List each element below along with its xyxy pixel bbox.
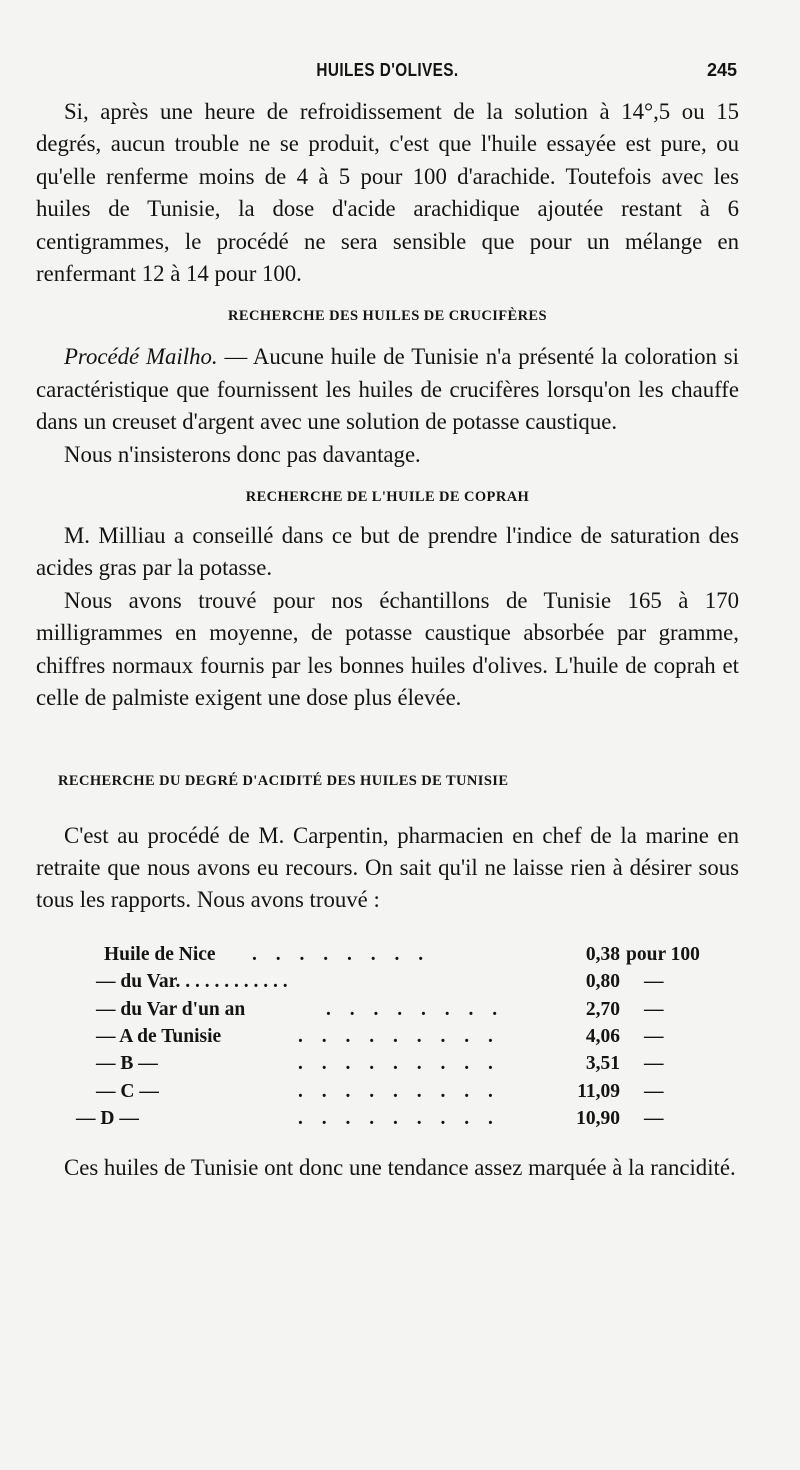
paragraph-saturation-results: Nous avons trouvé pour nos échantillons de Tunisie 165 à 170 milligrammes en moyenne, de potasse caustique absorbée par gramme, chiffres normaux fournis par les bonnes huiles d'olives. L'huile de coprah et celle de palmiste exigent une dose plus élevée. bbox=[36, 587, 739, 711]
acidity-value: 11,09 bbox=[577, 1080, 620, 1102]
ditto-dash: — bbox=[644, 1053, 664, 1075]
running-header bbox=[36, 48, 739, 88]
oil-name: — du Var d'un an bbox=[96, 998, 246, 1020]
acidity-value: 4,06 bbox=[585, 1025, 620, 1047]
table-row bbox=[36, 1105, 739, 1132]
acidity-value: 0,80 bbox=[585, 971, 620, 993]
oil-name: — D — bbox=[76, 1108, 139, 1130]
leader-dots: . . . . . . . . bbox=[326, 998, 505, 1020]
table-row bbox=[36, 1078, 739, 1105]
ditto-dash: — bbox=[644, 1108, 664, 1130]
acidity-value: 2,70 bbox=[585, 998, 620, 1020]
section-heading-acidite: RECHERCHE DU DEGRÉ D'ACIDITÉ DES HUILES DE TUNISIE bbox=[58, 772, 509, 789]
paragraph-milliau: M. Milliau a conseillé dans ce but de prendre l'indice de saturation des acides gras par la potasse. bbox=[36, 523, 739, 581]
oil-name: — C — bbox=[96, 1080, 159, 1102]
paragraph-carpentin: C'est au procédé de M. Carpentin, pharmacien en chef de la marine en retraite que nous avons eu recours. On sait qu'il ne laisse rien à désirer sous tous les rapports. Nous avons trouvé : bbox=[36, 822, 739, 913]
paragraph-arachide-test: Si, après une heure de refroidissement de la solution à 14°,5 ou 15 degrés, aucun trouble ne se produit, c'est que l'huile essayée est pure, ou qu'elle renferme moins de 4 à 5 pour 100 d'arachide. Toutefois avec les huiles de Tunisie, la dose d'acide arachidique ajoutée restant à 6 centigrammes, le procédé ne sera sensible que pour un mélange en renfermant 12 à 14 pour 100. bbox=[36, 99, 739, 287]
section-heading-cruciferes: RECHERCHE DES HUILES DE CRUCIFÈRES bbox=[228, 308, 547, 325]
acidity-value: 10,90 bbox=[576, 1108, 620, 1130]
table-row bbox=[36, 1050, 739, 1077]
ditto-dash: — bbox=[644, 998, 664, 1020]
table-row bbox=[36, 996, 739, 1023]
method-name-mailho: Procédé Mailho. bbox=[64, 344, 218, 370]
table-row bbox=[36, 1023, 739, 1050]
oil-name: — du Var. . . . . . . . . . . . bbox=[96, 971, 288, 993]
ditto-dash: — bbox=[644, 971, 664, 993]
leader-dots: . . . . . . . . . bbox=[298, 1108, 500, 1130]
page-number: 245 bbox=[706, 60, 737, 80]
oil-name: — A de Tunisie bbox=[96, 1025, 222, 1047]
leader-dots: . . . . . . . . bbox=[252, 943, 431, 965]
paragraph-mailho bbox=[36, 341, 739, 438]
leader-dots: . . . . . . . . . bbox=[298, 1025, 500, 1047]
acidity-table bbox=[36, 941, 739, 1133]
book-page bbox=[36, 48, 739, 1185]
leader-dots: . . . . . . . . . bbox=[298, 1053, 500, 1075]
table-row bbox=[36, 941, 739, 968]
running-title: HUILES D'OLIVES. bbox=[316, 60, 459, 80]
ditto-dash: — bbox=[644, 1025, 664, 1047]
leader-dots: . . . . . . . . . bbox=[298, 1080, 500, 1102]
paragraph-mailho-text: — Aucune huile de Tunisie n'a présenté la coloration si caractéristique que fournissent les huiles de crucifères lorsqu'on les chauffe dans un creuset d'argent avec une solution de potasse caustique. bbox=[36, 344, 739, 435]
paragraph-rancidite: Ces huiles de Tunisie ont donc une tendance assez marquée à la rancidité. bbox=[64, 1155, 736, 1181]
paragraph-insist: Nous n'insisterons donc pas davantage. bbox=[64, 441, 421, 467]
table-row bbox=[36, 968, 739, 995]
acidity-unit: pour 100 bbox=[626, 943, 700, 965]
acidity-value: 3,51 bbox=[585, 1053, 620, 1075]
oil-name: Huile de Nice bbox=[104, 943, 216, 965]
ditto-dash: — bbox=[644, 1080, 664, 1102]
section-heading-coprah: RECHERCHE DE L'HUILE DE COPRAH bbox=[245, 489, 530, 506]
oil-name: — B — bbox=[96, 1053, 158, 1075]
acidity-value: 0,38 bbox=[585, 943, 620, 965]
